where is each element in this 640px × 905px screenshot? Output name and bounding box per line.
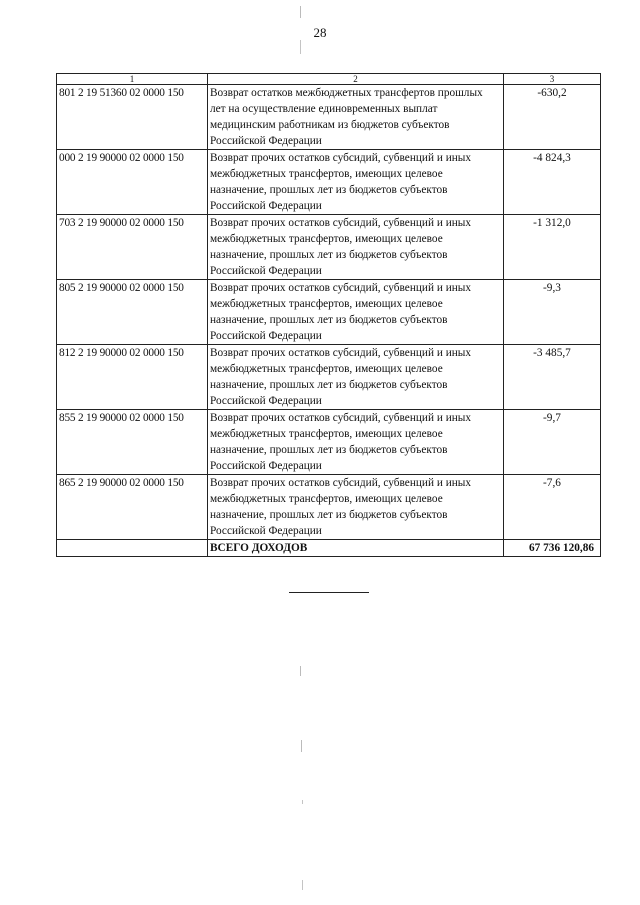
total-code-cell [57, 540, 208, 557]
code-cell: 812 2 19 90000 02 0000 150 [57, 345, 208, 410]
page-number: 28 [313, 25, 327, 40]
total-row [57, 540, 601, 557]
end-rule [289, 592, 369, 593]
scan-speck [300, 666, 301, 676]
table-row [57, 345, 601, 410]
table-body [57, 85, 601, 557]
scan-speck [300, 6, 301, 18]
scan-speck [300, 40, 301, 54]
total-amount: 67 736 120,86 [504, 540, 601, 557]
table-row [57, 150, 601, 215]
description-cell: Возврат прочих остатков субсидий, субвенций и иных межбюджетных трансфертов, имеющих целевое назначение, прошлых лет из бюджетов субъектов Российской Федерации [208, 215, 504, 280]
code-cell: 000 2 19 90000 02 0000 150 [57, 150, 208, 215]
amount-cell: -3 485,7 [504, 345, 601, 410]
table-header-row [57, 74, 601, 85]
scan-speck [301, 740, 302, 752]
code-cell: 855 2 19 90000 02 0000 150 [57, 410, 208, 475]
description-cell: Возврат прочих остатков субсидий, субвенций и иных межбюджетных трансфертов, имеющих целевое назначение, прошлых лет из бюджетов субъектов Российской Федерации [208, 280, 504, 345]
table-row [57, 410, 601, 475]
revenue-table [56, 73, 601, 557]
amount-cell: -1 312,0 [504, 215, 601, 280]
amount-cell: -630,2 [504, 85, 601, 150]
table-row [57, 280, 601, 345]
code-cell: 865 2 19 90000 02 0000 150 [57, 475, 208, 540]
column-header-code: 1 [57, 74, 208, 85]
description-cell: Возврат прочих остатков субсидий, субвенций и иных межбюджетных трансфертов, имеющих целевое назначение, прошлых лет из бюджетов субъектов Российской Федерации [208, 475, 504, 540]
scan-speck [302, 880, 303, 890]
column-header-amount: 3 [504, 74, 601, 85]
scan-speck [302, 800, 303, 804]
amount-cell: -9,7 [504, 410, 601, 475]
table-row [57, 475, 601, 540]
amount-cell: -7,6 [504, 475, 601, 540]
amount-cell: -4 824,3 [504, 150, 601, 215]
description-cell: Возврат прочих остатков субсидий, субвенций и иных межбюджетных трансфертов, имеющих целевое назначение, прошлых лет из бюджетов субъектов Российской Федерации [208, 410, 504, 475]
code-cell: 801 2 19 51360 02 0000 150 [57, 85, 208, 150]
table-row [57, 85, 601, 150]
total-label: ВСЕГО ДОХОДОВ [208, 540, 504, 557]
description-cell: Возврат прочих остатков субсидий, субвенций и иных межбюджетных трансфертов, имеющих целевое назначение, прошлых лет из бюджетов субъектов Российской Федерации [208, 345, 504, 410]
description-cell: Возврат прочих остатков субсидий, субвенций и иных межбюджетных трансфертов, имеющих целевое назначение, прошлых лет из бюджетов субъектов Российской Федерации [208, 150, 504, 215]
code-cell: 703 2 19 90000 02 0000 150 [57, 215, 208, 280]
column-header-name: 2 [208, 74, 504, 85]
amount-cell: -9,3 [504, 280, 601, 345]
description-cell: Возврат остатков межбюджетных трансфертов прошлых лет на осуществление единовременных выплат медицинским работникам из бюджетов субъектов Российской Федерации [208, 85, 504, 150]
code-cell: 805 2 19 90000 02 0000 150 [57, 280, 208, 345]
table-row [57, 215, 601, 280]
